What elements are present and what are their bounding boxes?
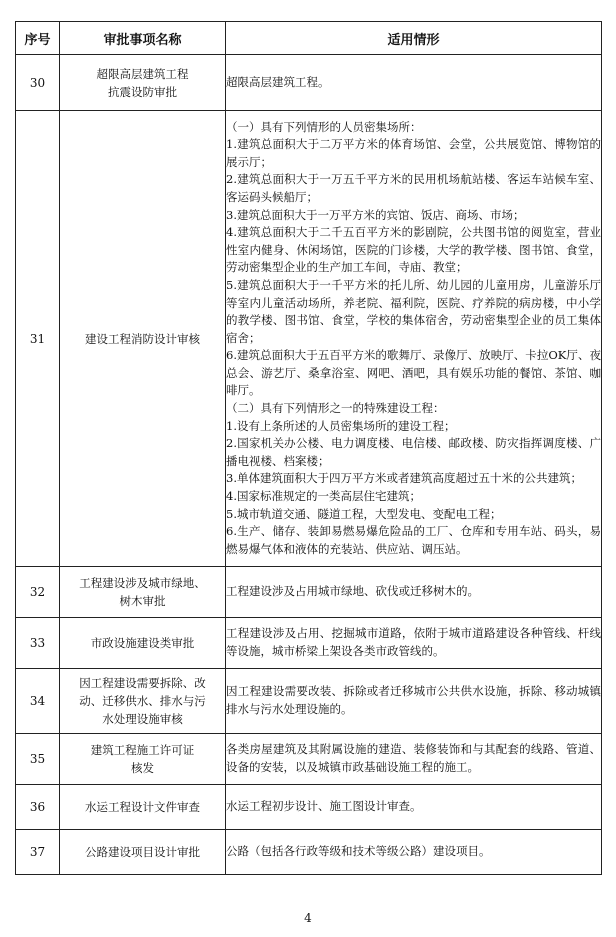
scope-paragraph: 3.单体建筑面积大于四万平方米或者建筑高度超过五十米的公共建筑； <box>226 471 582 486</box>
applicable-scope <box>226 785 602 830</box>
scope-paragraph: 5.建筑总面积大于一千平方米的托儿所、幼儿园的儿童用房，儿童游乐厅等室内儿童活动场所，养老院、福利院，医院、疗养院的病房楼，中小学的教学楼、图书馆、食堂，学校的集体宿舍，劳动密集型企业的员工集体宿舍； <box>226 277 601 345</box>
item-name-line: 因工程建设需要拆除、改 <box>79 676 206 690</box>
applicable-scope <box>226 55 602 111</box>
table-row <box>16 567 602 618</box>
item-name-line: 超限高层建筑工程 <box>96 66 189 81</box>
header-item-name: 审批事项名称 <box>60 22 226 55</box>
scope-paragraph: 水运工程初步设计、施工图设计审查。 <box>226 799 422 814</box>
header-number: 序号 <box>16 22 60 55</box>
item-name-line: 核发 <box>131 761 154 775</box>
row-number: 35 <box>16 734 60 785</box>
approval-item-name <box>60 111 226 567</box>
applicable-scope <box>226 669 602 734</box>
approval-item-name <box>60 567 226 618</box>
item-name-line: 市政设施建设类审批 <box>90 636 195 650</box>
row-number: 37 <box>16 830 60 875</box>
item-name-line: 动、迁移供水、排水与污 <box>79 694 206 708</box>
table-row <box>16 55 602 111</box>
table-row <box>16 734 602 785</box>
scope-paragraph: 6.生产、储存、装卸易燃易爆危险品的工厂、仓库和专用车站、码头，易燃易爆气体和液体的充装站、供应站、调压站。 <box>226 524 601 556</box>
item-name-line: 抗震设防审批 <box>108 84 177 99</box>
applicable-scope <box>226 111 602 567</box>
row-number: 34 <box>16 669 60 734</box>
page-number: 4 <box>304 911 312 925</box>
scope-paragraph: 4.国家标准规定的一类高层住宅建筑； <box>226 489 421 504</box>
table-row <box>16 618 602 669</box>
item-name-line: 建设工程消防设计审核 <box>85 331 200 346</box>
applicable-scope <box>226 618 602 669</box>
row-number: 30 <box>16 55 60 111</box>
scope-paragraph: 1.建筑总面积大于二万平方米的体育场馆、会堂，公共展览馆、博物馆的展示厅； <box>226 137 601 169</box>
item-name-line: 建筑工程施工许可证 <box>90 743 195 757</box>
approval-item-name <box>60 830 226 875</box>
approval-item-name <box>60 785 226 830</box>
table-row <box>16 785 602 830</box>
applicable-scope <box>226 830 602 875</box>
applicable-scope <box>226 734 602 785</box>
scope-paragraph: 工程建设涉及占用城市绿地、砍伐或迁移树木的。 <box>226 584 479 599</box>
item-name-line: 水运工程设计文件审查 <box>85 800 200 814</box>
item-name-line: 树木审批 <box>119 594 166 608</box>
scope-paragraph: 5.城市轨道交通、隧道工程，大型发电、变配电工程； <box>226 506 502 521</box>
item-name-line: 公路建设项目设计审批 <box>85 845 200 859</box>
scope-paragraph: 工程建设涉及占用、挖掘城市道路，依附于城市道路建设各种管线、杆线等设施，城市桥梁上架设各类市政管线的。 <box>226 626 601 658</box>
item-name-line: 工程建设涉及城市绿地、 <box>79 576 206 590</box>
scope-paragraph: 6.建筑总面积大于五百平方米的歌舞厅、录像厅、放映厅、卡拉OK厅、夜总会、游艺厅、桑拿浴室、网吧、酒吧，具有娱乐功能的餐馆、茶馆、咖啡厅。 <box>226 348 601 398</box>
table-row <box>16 830 602 875</box>
header-applicable-scope: 适用情形 <box>226 22 602 55</box>
approval-item-name <box>60 55 226 111</box>
table-row <box>16 111 602 567</box>
applicable-scope <box>226 567 602 618</box>
scope-paragraph: 各类房屋建筑及其附属设施的建造、装修装饰和与其配套的线路、管道、设备的安装，以及城镇市政基础设施工程的施工。 <box>226 742 601 774</box>
scope-paragraph: （一）具有下列情形的人员密集场所： <box>226 119 422 134</box>
scope-paragraph: 3.建筑总面积大于一万平方米的宾馆、饭店、商场、市场； <box>226 207 525 222</box>
scope-paragraph: 4.建筑总面积大于二千五百平方米的影剧院，公共图书馆的阅览室，营业性室内健身、休闲场馆，医院的门诊楼，大学的教学楼、图书馆、食堂，劳动密集型企业的生产加工车间，寺庙、教堂； <box>226 225 601 275</box>
scope-paragraph: （二）具有下列情形之一的特殊建设工程： <box>226 401 445 416</box>
scope-paragraph: 1.设有上条所述的人员密集场所的建设工程； <box>226 418 456 433</box>
approval-item-name <box>60 618 226 669</box>
scope-paragraph: 公路（包括各行政等级和技术等级公路）建设项目。 <box>226 844 491 859</box>
row-number: 32 <box>16 567 60 618</box>
scope-paragraph: 因工程建设需要改装、拆除或者迁移城市公共供水设施，拆除、移动城镇排水与污水处理设施的。 <box>226 684 601 716</box>
table-header-row <box>16 22 602 55</box>
table-row <box>16 669 602 734</box>
scope-paragraph: 2.建筑总面积大于一万五千平方米的民用机场航站楼、客运车站候车室、客运码头候船厅； <box>226 172 601 204</box>
scope-paragraph: 2.国家机关办公楼、电力调度楼、电信楼、邮政楼、防灾指挥调度楼、广播电视楼、档案楼； <box>226 436 601 468</box>
approval-item-name <box>60 734 226 785</box>
approval-item-name <box>60 669 226 734</box>
item-name-line: 水处理设施审核 <box>102 712 183 726</box>
row-number: 31 <box>16 111 60 567</box>
scope-paragraph: 超限高层建筑工程。 <box>226 74 330 89</box>
approval-items-table <box>15 21 602 875</box>
row-number: 36 <box>16 785 60 830</box>
row-number: 33 <box>16 618 60 669</box>
